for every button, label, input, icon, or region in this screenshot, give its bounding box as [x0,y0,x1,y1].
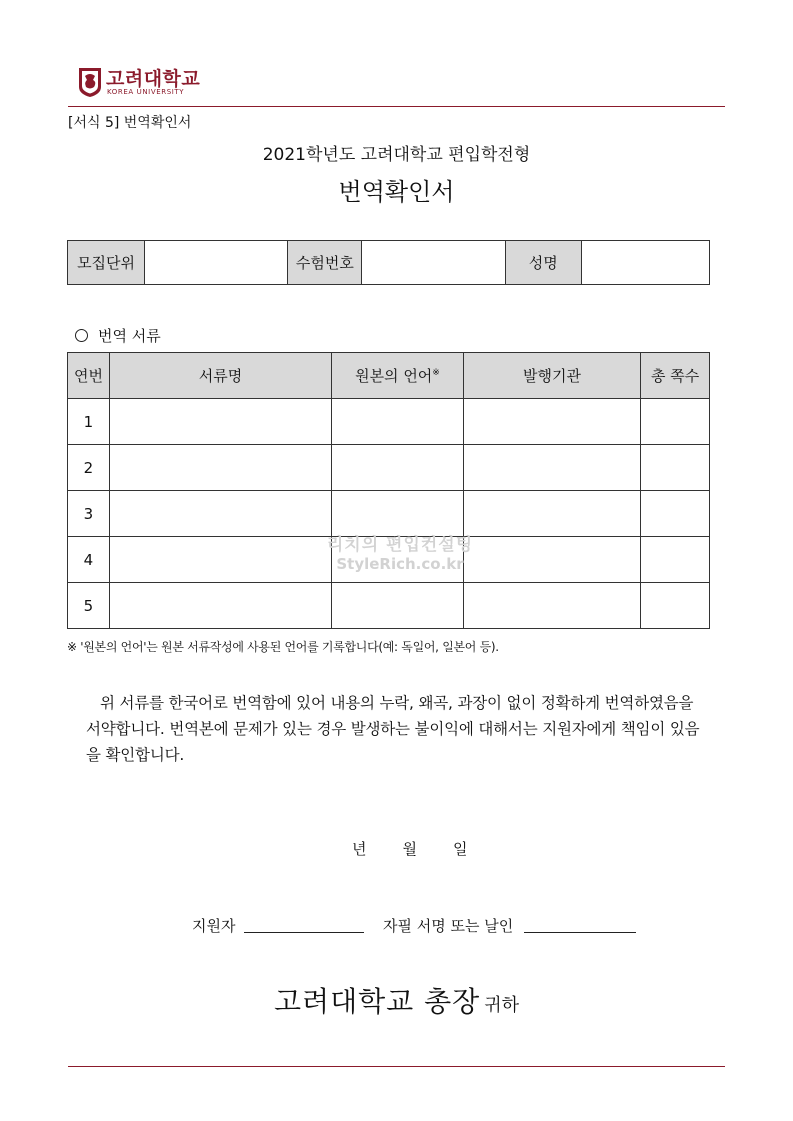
logo-english-name: KOREA UNIVERSITY [107,88,185,96]
language-footnote: ※ '원본의 언어'는 원본 서류작성에 사용된 언어를 기록합니다(예: 독일어, 일본어 등). [67,640,499,654]
row-number: 1 [68,399,110,445]
exam-number-label: 수험번호 [288,241,362,285]
document-name-cell[interactable] [109,445,331,491]
page-count-cell[interactable] [641,491,710,537]
language-cell[interactable] [332,583,464,629]
applicant-info-table [67,240,710,285]
exam-number-field[interactable] [362,241,505,285]
row-number: 3 [68,491,110,537]
document-name-cell[interactable] [109,537,331,583]
watermark-line-1: 리치의 편입컨설팅 [326,535,474,555]
issuer-cell[interactable] [463,445,640,491]
year-label: 년 [352,840,367,858]
watermark [300,530,500,573]
row-number: 4 [68,537,110,583]
column-header: 서류명 [109,353,331,399]
applicant-name-field[interactable] [244,932,364,933]
page-count-cell[interactable] [641,399,710,445]
page-count-cell[interactable] [641,537,710,583]
row-number: 2 [68,445,110,491]
day-label: 일 [453,840,468,858]
issuer-cell[interactable] [463,583,640,629]
addressee-suffix: 귀하 [484,995,520,1016]
table-row [68,399,710,445]
header-divider [68,106,725,107]
reference-mark: ※ [432,368,440,378]
column-header: 연번 [68,353,110,399]
signature-line [192,915,636,936]
university-emblem-icon [78,67,102,98]
footer-divider [68,1066,725,1067]
circle-bullet-icon [75,329,88,342]
department-label: 모집단위 [68,241,145,285]
document-subtitle: 2021학년도 고려대학교 편입학전형 [262,145,531,165]
signature-field[interactable] [524,932,636,933]
table-row [68,445,710,491]
month-label: 월 [402,840,417,858]
applicant-label: 지원자 [192,917,236,935]
date-line [352,838,468,859]
department-field[interactable] [145,241,288,285]
language-cell[interactable] [332,445,464,491]
name-field[interactable] [581,241,709,285]
document-title: 번역확인서 [338,178,455,206]
logo-korean-name: 고려대학교 [106,68,201,90]
name-label: 성명 [505,241,581,285]
table-row [68,583,710,629]
language-cell[interactable] [332,399,464,445]
form-number: [서식 5] 번역확인서 [68,115,192,131]
column-header: 총 쪽수 [641,353,710,399]
issuer-cell[interactable] [463,399,640,445]
section-heading-text: 번역 서류 [98,327,161,345]
column-header: 발행기관 [463,353,640,399]
page-count-cell[interactable] [641,583,710,629]
addressee-name: 고려대학교 총장 [273,985,481,1018]
page-count-cell[interactable] [641,445,710,491]
watermark-line-2: StyleRich.co.kr [336,555,464,573]
document-name-cell[interactable] [109,583,331,629]
column-header [332,353,464,399]
column-header-text: 원본의 언어 [355,367,433,385]
section-heading [75,325,161,346]
addressee [0,980,793,1020]
document-name-cell[interactable] [109,491,331,537]
document-name-cell[interactable] [109,399,331,445]
documents-table [67,352,710,629]
row-number: 5 [68,583,110,629]
pledge-statement: 위 서류를 한국어로 번역함에 있어 내용의 누락, 왜곡, 과장이 없이 정확하게 번역하였음을 서약합니다. 번역본에 문제가 있는 경우 발생하는 불이익에 대해서는 지원자에게 책임이 있음을 확인합니다. [86,694,700,764]
signature-label: 자필 서명 또는 날인 [383,917,514,935]
table-header-row [68,353,710,399]
